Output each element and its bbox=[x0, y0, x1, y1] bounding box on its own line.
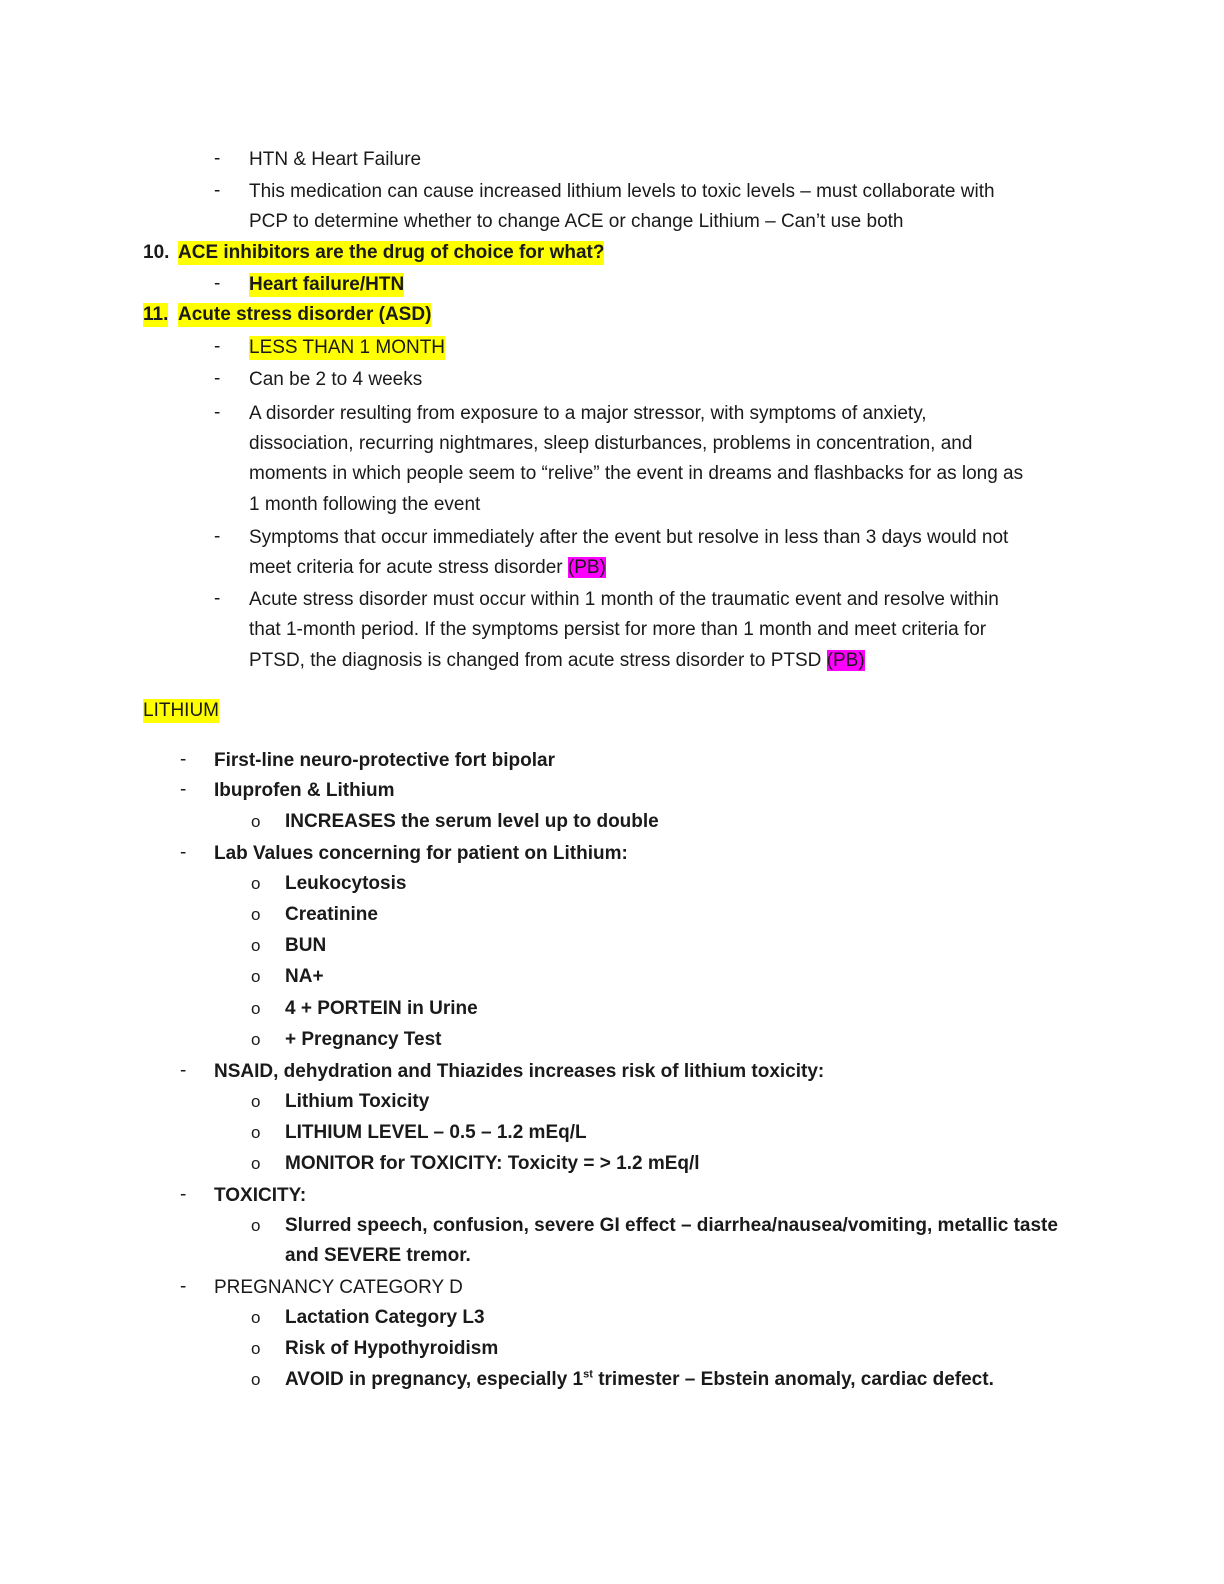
lithium-lab-values: Lab Values concerning for patient on Lithium: bbox=[214, 843, 628, 864]
lithium-ibuprofen: Ibuprofen & Lithium bbox=[214, 780, 395, 801]
lab-na: NA+ bbox=[285, 966, 324, 987]
circle-bullet: o bbox=[251, 1216, 261, 1235]
circle-bullet: o bbox=[251, 1154, 261, 1173]
asd-symptoms-line1: Symptoms that occur immediately after the event but resolve in less than 3 days would not bbox=[249, 527, 1009, 548]
asd-definition-line2: dissociation, recurring nightmares, sleep disturbances, problems in concentration, and bbox=[249, 433, 973, 454]
dash-bullet: - bbox=[214, 588, 221, 609]
asd-timing-line3-text: PTSD, the diagnosis is changed from acute stress disorder to PTSD bbox=[249, 650, 822, 671]
ace-item-lithium-line1: This medication can cause increased lithium levels to toxic levels – must collaborate with bbox=[249, 181, 995, 202]
asd-definition-line4: 1 month following the event bbox=[249, 494, 481, 515]
circle-bullet: o bbox=[251, 1370, 261, 1389]
lab-bun: BUN bbox=[285, 935, 327, 956]
asd-weeks: Can be 2 to 4 weeks bbox=[249, 369, 423, 390]
dash-bullet: - bbox=[214, 336, 221, 357]
dash-bullet: - bbox=[214, 273, 221, 294]
circle-bullet: o bbox=[251, 905, 261, 924]
asd-definition-line3: moments in which people seem to “relive” the event in dreams and flashbacks for as long as bbox=[249, 463, 1024, 484]
dash-bullet: - bbox=[180, 842, 187, 863]
dash-bullet: - bbox=[180, 1184, 187, 1205]
avoid-pregnancy-post: trimester – Ebstein anomaly, cardiac defect. bbox=[592, 1369, 994, 1390]
dash-bullet: - bbox=[180, 749, 187, 770]
q10-answer: Heart failure/HTN bbox=[249, 274, 405, 295]
asd-symptoms-line2-text: meet criteria for acute stress disorder bbox=[249, 557, 563, 578]
q10-number: 10. bbox=[143, 242, 170, 263]
ace-item-htn: HTN & Heart Failure bbox=[249, 149, 422, 170]
circle-bullet: o bbox=[251, 999, 261, 1018]
lithium-ibuprofen-increase: INCREASES the serum level up to double bbox=[285, 811, 659, 832]
lithium-level: LITHIUM LEVEL – 0.5 – 1.2 mEq/L bbox=[285, 1122, 587, 1143]
lab-leukocytosis: Leukocytosis bbox=[285, 873, 407, 894]
lithium-first-line: First-line neuro-protective fort bipolar bbox=[214, 750, 555, 771]
toxicity-symptoms-line1: Slurred speech, confusion, severe GI effect – diarrhea/nausea/vomiting, metallic taste bbox=[285, 1215, 1058, 1236]
circle-bullet: o bbox=[251, 1339, 261, 1358]
hypothyroidism-risk: Risk of Hypothyroidism bbox=[285, 1338, 499, 1359]
asd-definition-line1: A disorder resulting from exposure to a major stressor, with symptoms of anxiety, bbox=[249, 403, 927, 424]
q11-title: Acute stress disorder (ASD) bbox=[178, 304, 432, 325]
asd-timing-line3 bbox=[249, 649, 865, 673]
circle-bullet: o bbox=[251, 874, 261, 893]
asd-less-than-month: LESS THAN 1 MONTH bbox=[249, 337, 446, 358]
ace-item-lithium-line2: PCP to determine whether to change ACE or change Lithium – Can’t use both bbox=[249, 211, 904, 232]
asd-timing-line2: that 1-month period. If the symptoms persist for more than 1 month and meet criteria for bbox=[249, 619, 987, 640]
dash-bullet: - bbox=[180, 1276, 187, 1297]
circle-bullet: o bbox=[251, 1092, 261, 1111]
lithium-toxicity-heading: TOXICITY: bbox=[214, 1185, 307, 1206]
dash-bullet: - bbox=[180, 779, 187, 800]
lab-creatinine: Creatinine bbox=[285, 904, 378, 925]
lactation-category: Lactation Category L3 bbox=[285, 1307, 485, 1328]
pb-tag: (PB) bbox=[567, 557, 606, 578]
circle-bullet: o bbox=[251, 1308, 261, 1327]
circle-bullet: o bbox=[251, 936, 261, 955]
asd-symptoms-line2 bbox=[249, 556, 606, 580]
dash-bullet: - bbox=[214, 402, 221, 423]
circle-bullet: o bbox=[251, 1030, 261, 1049]
dash-bullet: - bbox=[214, 180, 221, 201]
lab-protein-urine: 4 + PORTEIN in Urine bbox=[285, 998, 478, 1019]
lithium-nsaid-risk: NSAID, dehydration and Thiazides increases risk of lithium toxicity: bbox=[214, 1061, 825, 1082]
dash-bullet: - bbox=[214, 148, 221, 169]
avoid-pregnancy bbox=[285, 1368, 994, 1392]
q11-number: 11. bbox=[143, 304, 169, 325]
circle-bullet: o bbox=[251, 967, 261, 986]
asd-timing-line1: Acute stress disorder must occur within 1 month of the traumatic event and resolve within bbox=[249, 589, 999, 610]
dash-bullet: - bbox=[214, 526, 221, 547]
lithium-heading: LITHIUM bbox=[143, 700, 219, 721]
dash-bullet: - bbox=[180, 1060, 187, 1081]
lithium-toxicity: Lithium Toxicity bbox=[285, 1091, 430, 1112]
dash-bullet: - bbox=[214, 368, 221, 389]
toxicity-symptoms-line2: and SEVERE tremor. bbox=[285, 1245, 471, 1266]
pb-tag: (PB) bbox=[826, 650, 865, 671]
pregnancy-category: PREGNANCY CATEGORY D bbox=[214, 1277, 463, 1298]
circle-bullet: o bbox=[251, 1123, 261, 1142]
circle-bullet: o bbox=[251, 812, 261, 831]
lithium-monitor-toxicity: MONITOR for TOXICITY: Toxicity = > 1.2 mEq/l bbox=[285, 1153, 700, 1174]
avoid-pregnancy-pre: AVOID in pregnancy, especially 1 bbox=[285, 1369, 584, 1390]
lab-pregnancy-test: + Pregnancy Test bbox=[285, 1029, 442, 1050]
avoid-pregnancy-sup: st bbox=[583, 1368, 593, 1381]
q10-question: ACE inhibitors are the drug of choice for what? bbox=[178, 242, 605, 263]
